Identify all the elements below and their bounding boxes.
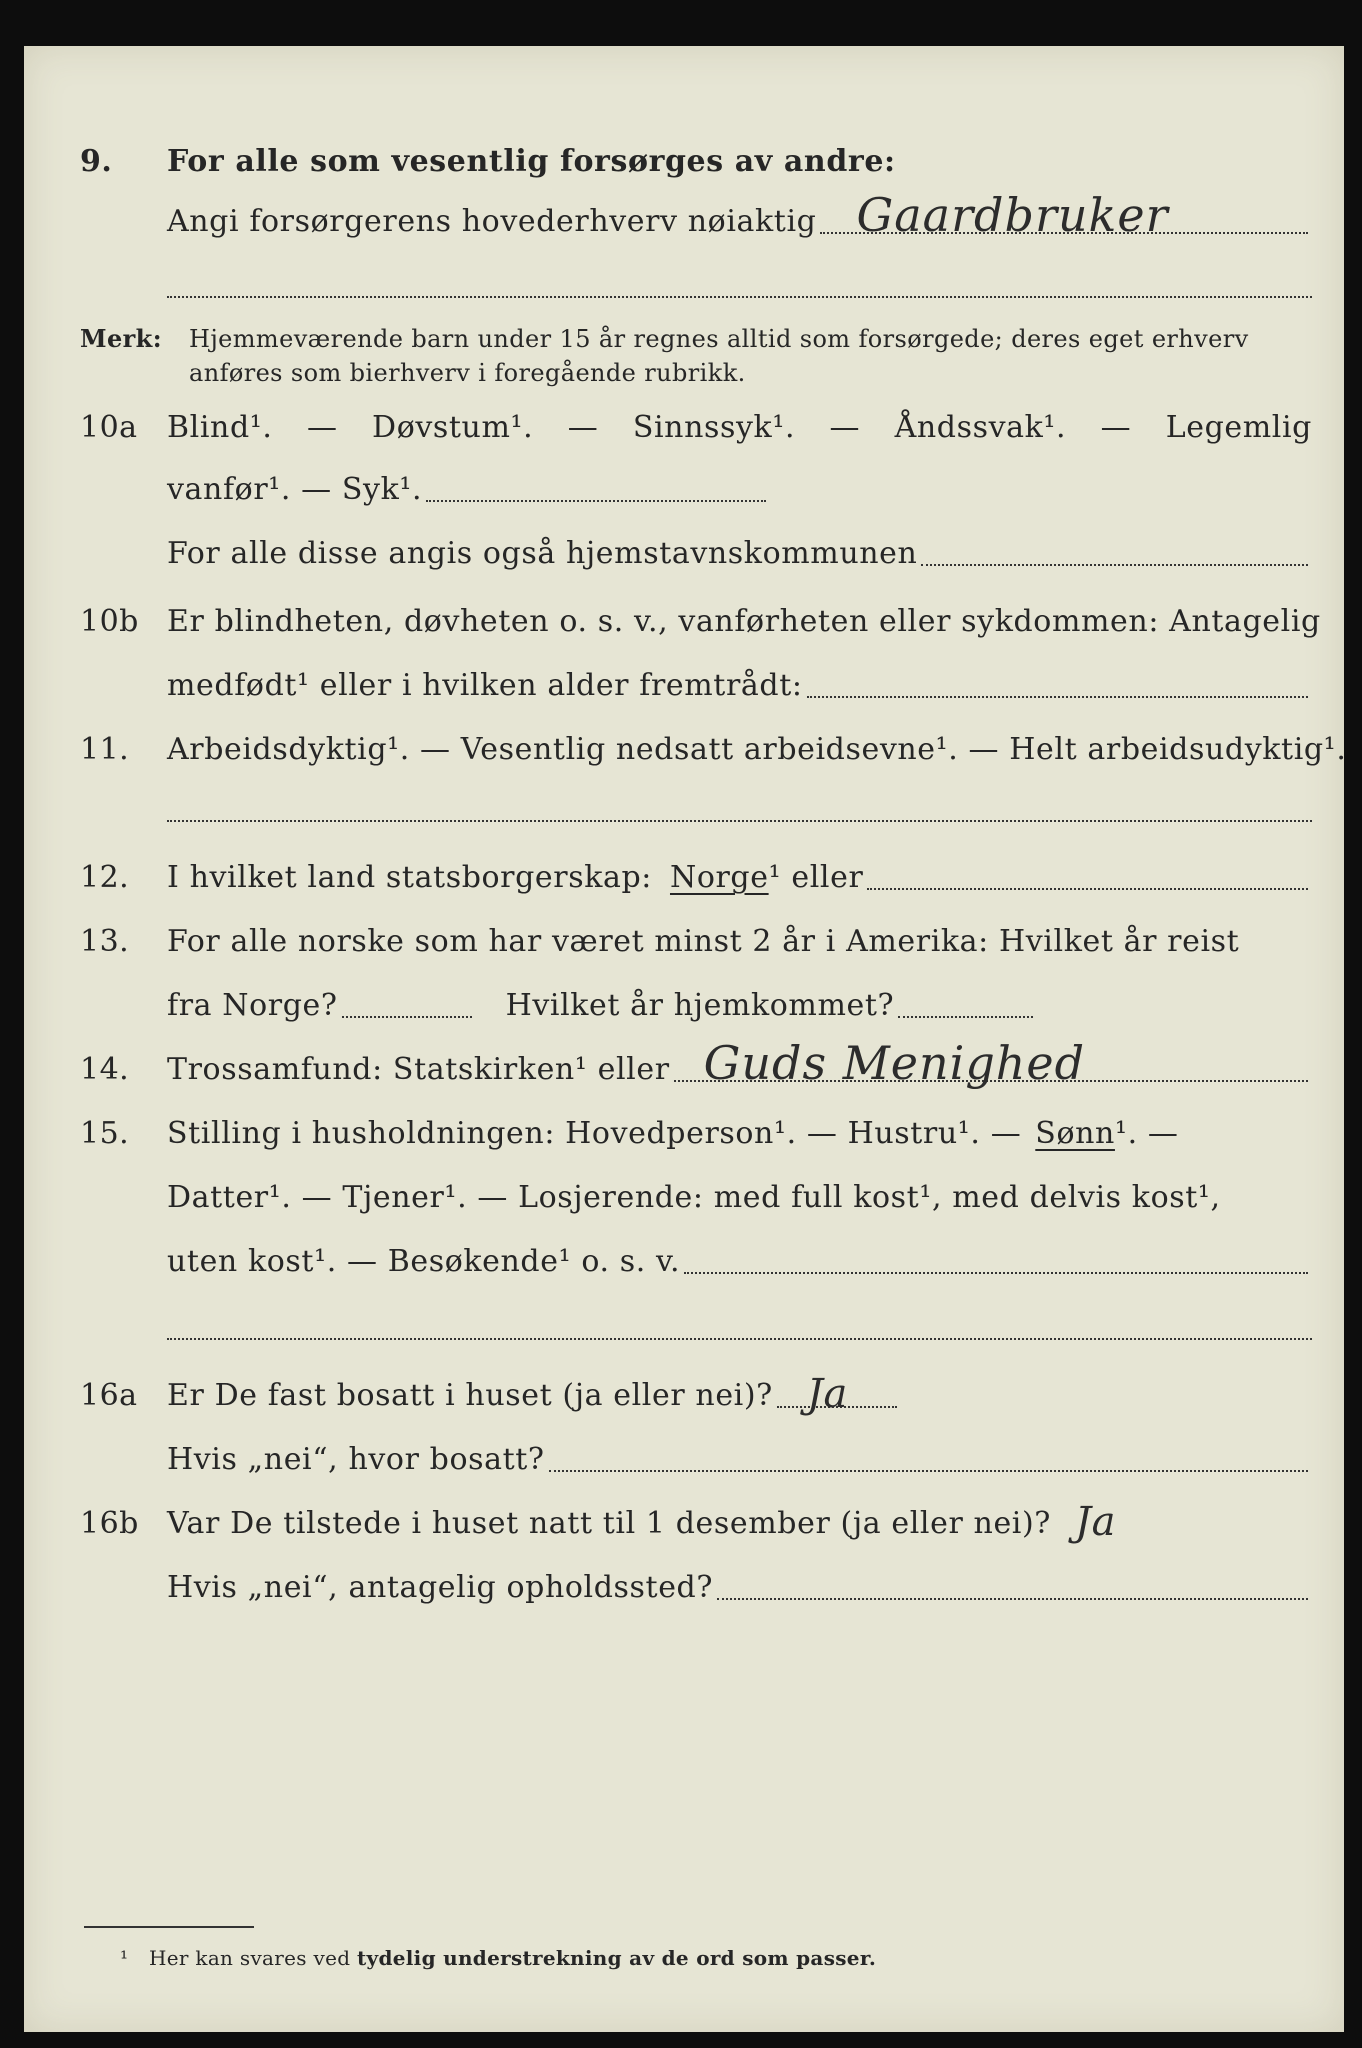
answer-field[interactable] xyxy=(867,888,1308,890)
option-blind[interactable]: Blind¹. xyxy=(167,410,273,445)
footnote-text-bold: tydelig understrekning av de ord som passer. xyxy=(357,1946,877,1970)
provider-occupation-row xyxy=(167,188,1312,242)
question-prompt: Er De fast bosatt i huset (ja eller nei)? xyxy=(167,1378,773,1413)
dash: — xyxy=(829,410,861,445)
question-number: 16b xyxy=(80,1506,139,1541)
question-prompt: Hvilket år hjemkommet? xyxy=(505,988,895,1023)
religion-row xyxy=(167,1036,1312,1090)
footnote-mark: ¹ xyxy=(120,1946,129,1970)
question-text: Er blindheten, døvheten o. s. v., vanførheten eller sykdommen: Antagelig xyxy=(167,604,1321,639)
household-position-row-2[interactable]: Datter¹. — Tjener¹. — Losjerende: med full kost¹, med delvis kost¹, xyxy=(167,1180,1221,1215)
onset-row xyxy=(167,666,1312,706)
answer-field[interactable] xyxy=(684,1272,1308,1274)
footnote xyxy=(120,1944,876,1972)
question-number: 13. xyxy=(80,924,130,959)
option-text: ¹. — xyxy=(1114,1116,1179,1151)
stay-location-row xyxy=(167,1568,1312,1608)
question-prompt: Hvis „nei“, hvor bosatt? xyxy=(167,1442,545,1477)
answer-field[interactable] xyxy=(921,564,1308,566)
question-prompt: Trossamfund: Statskirken¹ eller xyxy=(167,1052,670,1087)
question-prompt: For alle disse angis også hjemstavnskommunen xyxy=(167,536,918,571)
answer-field[interactable] xyxy=(777,1371,897,1417)
question-number: 16a xyxy=(80,1378,138,1413)
question-prompt: fra Norge? xyxy=(167,988,338,1023)
handwritten-answer: Ja xyxy=(806,1371,848,1417)
work-ability-options[interactable]: Arbeidsdyktig¹. — Vesentlig nedsatt arbeidsevne¹. — Helt arbeidsudyktig¹. xyxy=(167,732,1347,767)
question-number: 14. xyxy=(80,1052,130,1087)
america-years-row xyxy=(167,986,1312,1026)
note-label: Merk: xyxy=(80,324,162,353)
handwritten-answer: Guds Menighed xyxy=(703,1036,1086,1090)
home-municipality-row xyxy=(167,534,1312,574)
answer-field[interactable] xyxy=(820,188,1308,242)
question-prompt: I hvilket land statsborgerskap: xyxy=(167,860,652,895)
option-mentally-disabled[interactable]: Åndssvak¹. xyxy=(894,410,1067,445)
note-line: Hjemmeværende barn under 15 år regnes alltid som forsørgede; deres eget erhverv xyxy=(189,325,1249,353)
note-line: anføres som bierhverv i foregående rubrikk. xyxy=(189,359,746,387)
answer-field[interactable] xyxy=(674,1036,1308,1090)
footnote-rule xyxy=(84,1926,254,1928)
question-number: 11. xyxy=(80,732,130,767)
blank-answer-line[interactable] xyxy=(167,1338,1312,1340)
option-text[interactable]: Stilling i husholdningen: Hovedperson¹. — Hustru¹. — xyxy=(167,1116,1022,1151)
question-prompt: medfødt¹ eller i hvilken alder fremtrådt: xyxy=(167,668,803,703)
emigration-year-field[interactable] xyxy=(342,1016,472,1018)
option-deafmute[interactable]: Døvstum¹. xyxy=(372,410,534,445)
option-text[interactable]: vanfør¹. — Syk¹. xyxy=(167,472,423,507)
option-suffix: ¹ eller xyxy=(768,860,864,895)
question-number: 15. xyxy=(80,1116,130,1151)
option-text[interactable]: uten kost¹. — Besøkende¹ o. s. v. xyxy=(167,1244,681,1279)
permanent-resident-row xyxy=(167,1371,1312,1417)
dash: — xyxy=(306,410,338,445)
disability-options-row xyxy=(167,408,1312,448)
question-prompt: Angi forsørgerens hovederhverv nøiaktig xyxy=(167,204,817,239)
option-norway-underlined[interactable]: Norge xyxy=(669,860,769,895)
dash: — xyxy=(1100,410,1132,445)
question-number: 10a xyxy=(80,410,138,445)
answer-field[interactable] xyxy=(717,1598,1308,1600)
disability-options-row-2 xyxy=(167,470,1312,510)
question-number: 12. xyxy=(80,860,130,895)
answer-field[interactable] xyxy=(426,500,766,502)
option-insane[interactable]: Sinnssyk¹. xyxy=(632,410,796,445)
blank-answer-line[interactable] xyxy=(167,296,1312,298)
household-position-row xyxy=(167,1114,1312,1154)
question-text: For alle norske som har været minst 2 år i Amerika: Hvilket år reist xyxy=(167,924,1240,959)
question-prompt: Hvis „nei“, antagelig opholdssted? xyxy=(167,1570,714,1605)
footnote-text: Her kan svares ved xyxy=(149,1946,351,1970)
answer-field[interactable] xyxy=(807,696,1308,698)
option-physically[interactable]: Legemlig xyxy=(1165,410,1312,445)
blank-answer-line[interactable] xyxy=(167,820,1312,822)
handwritten-answer: Ja xyxy=(1074,1499,1117,1545)
answer-field[interactable] xyxy=(1055,1499,1165,1545)
question-number: 10b xyxy=(80,604,139,639)
residence-row xyxy=(167,1440,1312,1480)
return-year-field[interactable] xyxy=(898,1016,1033,1018)
question-prompt: Var De tilstede i huset natt til 1 desember (ja eller nei)? xyxy=(167,1506,1051,1541)
question-heading: For alle som vesentlig forsørges av andre: xyxy=(167,144,896,179)
present-dec1-row xyxy=(167,1499,1312,1545)
dash: — xyxy=(567,410,599,445)
option-son-underlined[interactable]: Sønn xyxy=(1035,1116,1115,1151)
census-form-page xyxy=(24,46,1347,2032)
answer-field[interactable] xyxy=(549,1470,1308,1472)
question-number: 9. xyxy=(80,144,113,179)
handwritten-answer: Gaardbruker xyxy=(856,188,1169,242)
citizenship-row xyxy=(167,858,1312,898)
household-position-row-3 xyxy=(167,1242,1312,1282)
